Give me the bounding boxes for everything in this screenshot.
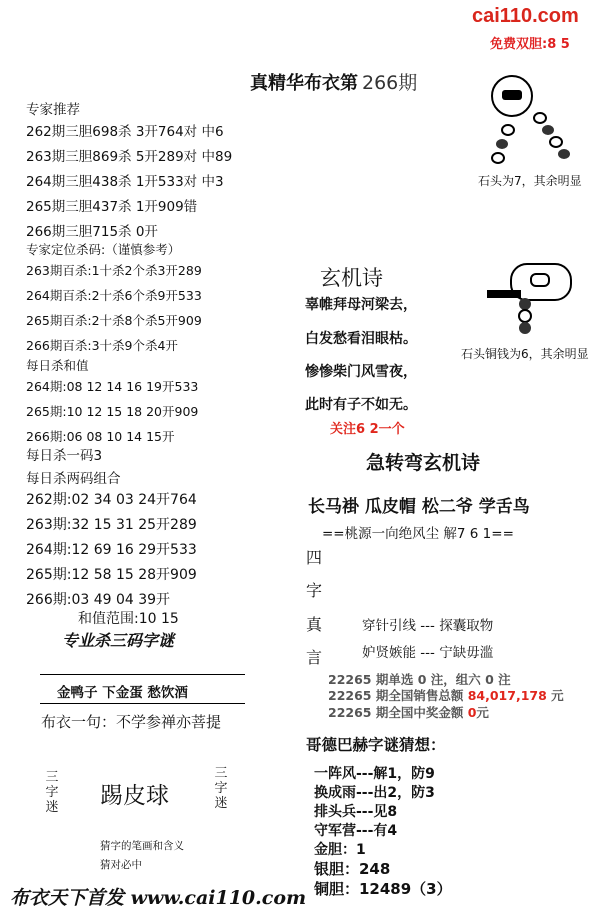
goldbach-line: 铜胆：12489（3）	[314, 880, 452, 898]
hint-text-2: 猜对必中	[100, 859, 142, 871]
list-item: 265期三胆437杀 1开909错	[26, 199, 198, 215]
list-item: 264期百杀:2十杀6个杀9开533	[26, 288, 202, 303]
stat-value: 0	[467, 705, 477, 720]
four-char-2: 字	[306, 581, 323, 600]
position-list	[26, 258, 202, 358]
title-text: 真精华布衣第	[250, 73, 358, 94]
list-item: 265期百杀:2十杀8个杀5开909	[26, 313, 202, 328]
sum-list	[26, 374, 198, 449]
kill-one-code: 每日杀一码3	[26, 448, 103, 464]
list-item: 263期:32 15 31 25开289	[26, 517, 197, 533]
expert-list	[26, 120, 232, 245]
stat-text: 22265 期全国中奖金额	[328, 705, 464, 720]
expert-heading: 专家推荐	[26, 102, 80, 118]
position-heading: 专家定位杀码:（谨慎参考）	[26, 242, 181, 257]
stat-value: 84,017,178	[467, 688, 547, 703]
list-item: 265期:12 58 15 28开909	[26, 567, 197, 583]
goldbach-line: 排头兵---见8	[314, 804, 398, 820]
issue-number: 266期	[362, 72, 418, 94]
goldbach-line: 一阵风---解1，防9	[314, 766, 435, 782]
hint-text-1: 猜字的笔画和含义	[100, 840, 184, 852]
stat-line	[328, 686, 564, 704]
ball-riddle: 踢皮球	[100, 783, 169, 809]
free-dan-badge: 免费双胆:8 5	[490, 37, 570, 52]
stone-chain-illustration	[480, 70, 590, 170]
poem-line: 白发愁看泪眼枯。	[305, 331, 417, 347]
riddle-label-left: 三字迷	[45, 770, 59, 815]
stat-unit: 元	[551, 688, 564, 703]
poem-line: 辜帷拜母河梁去，	[305, 297, 417, 313]
footer-banner: 布衣天下首发 www.cai110.com	[10, 887, 307, 909]
stat-text: 22265 期全国销售总额	[328, 688, 464, 703]
list-item: 265期:10 12 15 18 20开909	[26, 404, 199, 419]
rock-caption-1: 石头为7，其余明显	[478, 174, 582, 188]
list-item: 264期:08 12 14 16 19开533	[26, 379, 199, 394]
stone-coin-illustration	[485, 260, 585, 340]
four-char-1: 四	[306, 548, 323, 567]
goldbach-line: 守军营---有4	[314, 823, 398, 839]
list-item: 266期:03 49 04 39开	[26, 592, 171, 608]
peach-line: ==桃源一向绝风尘 解7 6 1==	[322, 526, 514, 542]
poem-line: 惨惨柴门风雪夜，	[305, 364, 417, 380]
pair-list	[26, 488, 197, 613]
riddle-line: 长马褂 瓜皮帽 松二爷 学舌鸟	[308, 497, 530, 517]
four-char-4: 言	[306, 648, 323, 667]
list-item: 264期三胆438杀 1开533对 中3	[26, 174, 224, 190]
list-item: 264期:12 69 16 29开533	[26, 542, 197, 558]
sum-range: 和值范围:10 15	[78, 611, 179, 627]
list-item: 266期:06 08 10 14 15开	[26, 429, 175, 444]
page-title	[250, 68, 417, 95]
goldbach-line: 金胆：1	[314, 842, 366, 858]
pair-heading: 每日杀两码组合	[26, 471, 121, 487]
idiom-line: 妒贤嫉能 --- 宁缺毋滥	[362, 645, 494, 661]
list-item: 262期三胆698杀 3开764对 中6	[26, 124, 224, 140]
sum-heading: 每日杀和值	[26, 358, 89, 373]
list-item: 263期三胆869杀 5开289对 中89	[26, 149, 233, 165]
kill-three-title: 专业杀三码字谜	[62, 631, 175, 650]
stat-text: 22265 期单选 0 注，组六 0 注	[328, 672, 511, 687]
site-logo: cai110.com	[472, 5, 579, 27]
riddle-text: 金鸭子 下金蛋 愁饮酒	[57, 685, 188, 701]
poem-line: 此时有子不如无。	[305, 397, 417, 413]
goldbach-line: 换成雨---出2，防3	[314, 785, 435, 801]
buyi-sentence: 布衣一句：不学参禅亦菩提	[41, 713, 222, 731]
list-item: 263期百杀:1十杀2个杀3开289	[26, 263, 202, 278]
poem-title: 玄机诗	[320, 266, 383, 290]
list-item: 266期三胆715杀 0开	[26, 224, 158, 240]
riddle-label-right: 三字迷	[214, 766, 228, 811]
twist-title: 急转弯玄机诗	[366, 452, 481, 474]
rock-caption-2: 石头铜钱为6，其余明显	[461, 347, 589, 361]
goldbach-line: 银胆：248	[314, 860, 391, 878]
idiom-line: 穿针引线 --- 探囊取物	[362, 618, 494, 634]
follow-note: 关注6 2一个	[330, 422, 405, 437]
goldbach-title: 哥德巴赫字谜猜想：	[306, 736, 446, 754]
stat-line	[328, 703, 489, 721]
four-char-3: 真	[306, 615, 323, 634]
list-item: 262期:02 34 03 24开764	[26, 492, 197, 508]
list-item: 266期百杀:3十杀9个杀4开	[26, 338, 178, 353]
stat-unit: 元	[476, 705, 489, 720]
